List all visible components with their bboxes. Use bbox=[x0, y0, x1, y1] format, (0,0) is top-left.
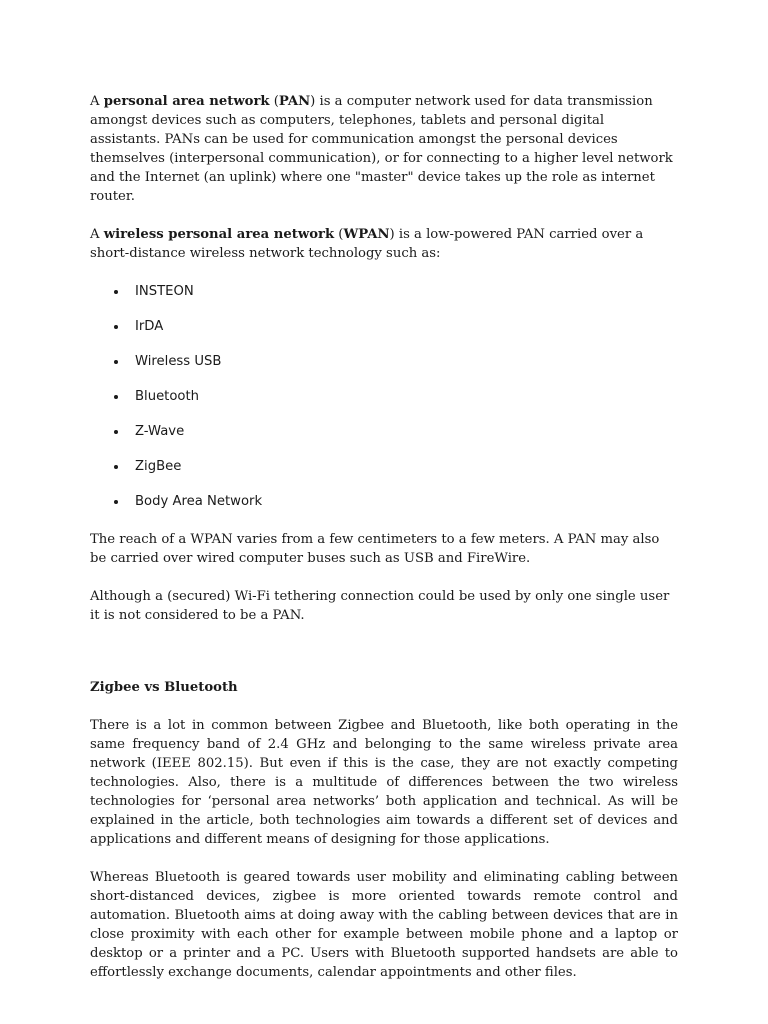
bullet-icon bbox=[114, 360, 118, 364]
wpan-term: wireless personal area network bbox=[103, 227, 335, 242]
bullet-icon bbox=[114, 465, 118, 469]
section-spacer bbox=[90, 644, 678, 678]
list-item-label: Wireless USB bbox=[135, 354, 222, 369]
list-item-label: IrDA bbox=[135, 319, 164, 334]
list-item bbox=[90, 282, 678, 301]
list-item-label: Body Area Network bbox=[135, 494, 263, 509]
bullet-icon bbox=[114, 325, 118, 329]
bullet-icon bbox=[114, 395, 118, 399]
bullet-icon bbox=[114, 500, 118, 504]
pan-definition-paragraph bbox=[90, 92, 678, 206]
pan-prefix: A bbox=[90, 94, 104, 109]
pan-term: personal area network bbox=[103, 94, 270, 109]
list-item-label: Z-Wave bbox=[135, 424, 185, 439]
list-item bbox=[90, 352, 678, 371]
list-item bbox=[90, 457, 678, 476]
list-item bbox=[90, 422, 678, 441]
wpan-abbr: WPAN bbox=[343, 227, 390, 242]
wpan-definition-paragraph bbox=[90, 225, 678, 263]
pan-abbr: PAN bbox=[278, 94, 311, 109]
bullet-icon bbox=[114, 430, 118, 434]
comparison-paragraph: There is a lot in common between Zigbee and Bluetooth, like both operating in the same frequency band of 2.4 GHz and belonging to the same wireless private area network (IEEE 802.15). But even if this is the case, they are not exactly competing technologies. Also, there is a multitude of differences between the two wireless technologies for ‘personal area networks’ both application and technical. As will be explained in the article, both technologies aim towards a different set of devices and applications and different means of designing for those applications. bbox=[90, 718, 678, 847]
wpan-definition-text: ) is a low-powered PAN carried over a short-distance wireless network technology such as: bbox=[90, 227, 644, 261]
document-page bbox=[90, 92, 678, 1001]
list-item-label: INSTEON bbox=[135, 284, 194, 299]
wpan-reach-paragraph: The reach of a WPAN varies from a few centimeters to a few meters. A PAN may also be carried over wired computer buses such as USB and FireWire. bbox=[90, 532, 660, 566]
pan-definition-text: ) is a computer network used for data transmission amongst devices such as computers, telephones, tablets and personal digital assistants. PANs can be used for communication amongst the personal devices themselves (interpersonal communication), or for connecting to a higher level network and the Internet (an uplink) where one "master" device takes up the role as internet router. bbox=[90, 94, 673, 204]
wpan-open-paren: ( bbox=[334, 227, 344, 242]
list-item-label: Bluetooth bbox=[135, 389, 200, 404]
wpan-prefix: A bbox=[90, 227, 104, 242]
list-item-label: ZigBee bbox=[135, 459, 182, 474]
list-item bbox=[90, 317, 678, 336]
section-heading: Zigbee vs Bluetooth bbox=[90, 680, 238, 695]
list-item bbox=[90, 387, 678, 406]
bullet-icon bbox=[114, 290, 118, 294]
pan-open-paren: ( bbox=[269, 94, 279, 109]
wifi-tethering-paragraph: Although a (secured) Wi-Fi tethering connection could be used by only one single user it is not considered to be a PAN. bbox=[90, 589, 670, 623]
list-item bbox=[90, 492, 678, 511]
bluetooth-mobility-paragraph: Whereas Bluetooth is geared towards user mobility and eliminating cabling between short-distanced devices, zigbee is more oriented towards remote control and automation. Bluetooth aims at doing away with the cabling between devices that are in close proximity with each other for example between mobile phone and a laptop or desktop or a printer and a PC. Users with Bluetooth supported handsets are able to effortlessly exchange documents, calendar appointments and other files. bbox=[90, 870, 678, 980]
technology-list bbox=[90, 282, 678, 511]
